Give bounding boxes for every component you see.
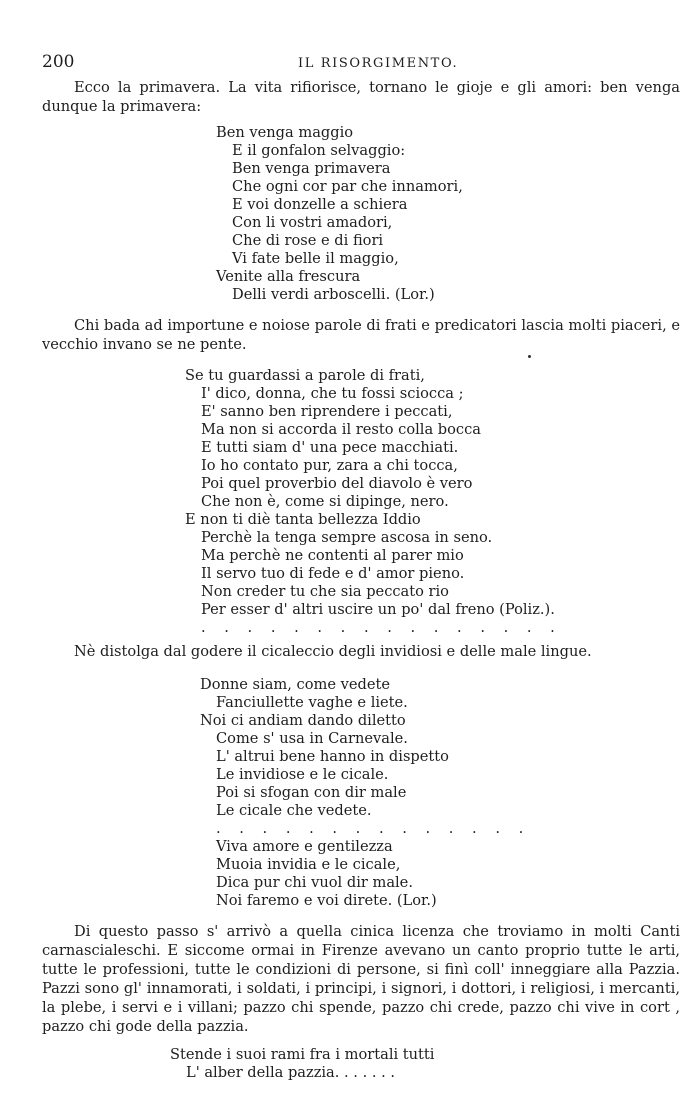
verse-line: E voi donzelle a schiera xyxy=(232,196,408,213)
verse-line: Poi si sfogan con dir male xyxy=(216,784,407,801)
poem-ben-venga-maggio xyxy=(216,124,463,304)
paragraph-frati: Chi bada ad importune e noiose parole di frati e predicatori lascia molti piaceri, e vecchio invano se ne pente. xyxy=(42,317,680,353)
verse-line: Delli verdi arboscelli. (Lor.) xyxy=(232,286,435,303)
verse-line: Con li vostri amadori, xyxy=(232,214,393,231)
verse-line: Se tu guardassi a parole di frati, xyxy=(185,367,425,384)
verse-line: Venite alla frescura xyxy=(216,268,361,285)
verse-line: Le cicale che vedete. xyxy=(216,802,372,819)
verse-line: Che non è, come si dipinge, nero. xyxy=(201,493,449,510)
verse-line: Noi faremo e voi direte. (Lor.) xyxy=(216,892,437,909)
verse-line: Ma non si accorda il resto colla bocca xyxy=(201,421,481,438)
paragraph-pazzia: Di questo passo s' arrivò a quella cinica licenza che troviamo in molti Canti carnascialeschi. E siccome ormai in Firenze avevano un canto proprio tutte le arti, tutte le professioni, tutte le condizioni di persone, si finì coll' inneggiare alla Pazzia. Pazzi sono gl' innamorati, i soldati, i principi, i signori, i dottori, i religiosi, i mercanti, la plebe, i servi e i villani; pazzo chi spende, pazzo chi crede, pazzo chi vive in cort , pazzo chi gode della pazzia. xyxy=(42,923,680,1035)
verse-line: Poi quel proverbio del diavolo è vero xyxy=(201,475,473,492)
verse-line: Che ogni cor par che innamori, xyxy=(232,178,463,195)
verse-line: Che di rose e di fiori xyxy=(232,232,384,249)
paragraph-intro: Ecco la primavera. La vita rifiorisce, tornano le gioje e gli amori: ben venga dunque la primavera: xyxy=(42,79,680,115)
verse-line: E il gonfalon selvaggio: xyxy=(232,142,406,159)
verse-line: Come s' usa in Carnevale. xyxy=(216,730,408,747)
ink-speck xyxy=(528,355,531,358)
running-head: IL RISORGIMENTO. xyxy=(298,56,459,71)
verse-line: Stende i suoi rami fra i mortali tutti xyxy=(170,1046,435,1063)
verse-line: Le invidiose e le cicale. xyxy=(216,766,389,783)
verse-line: Non creder tu che sia peccato rio xyxy=(201,583,449,600)
verse-line: Fanciullette vaghe e liete. xyxy=(216,694,408,711)
verse-line: E non ti diè tanta bellezza Iddio xyxy=(185,511,421,528)
verse-line: Muoia invidia e le cicale, xyxy=(216,856,401,873)
verse-line: Dica pur chi vuol dir male. xyxy=(216,874,413,891)
verse-line: Ma perchè ne contenti al parer mio xyxy=(201,547,464,564)
verse-line: I' dico, donna, che tu fossi sciocca ; xyxy=(201,385,464,402)
verse-line: Noi ci andiam dando diletto xyxy=(200,712,406,729)
verse-line: L' alber della pazzia. . . . . . . xyxy=(186,1064,396,1081)
verse-line: Per esser d' altri uscire un po' dal freno (Poliz.). xyxy=(201,601,555,618)
verse-line: Ben venga primavera xyxy=(232,160,391,177)
ellipsis-row: . . . . . . . . . . . . . . . . xyxy=(201,619,562,636)
verse-line: Donne siam, come vedete xyxy=(200,676,390,693)
verse-line: Il servo tuo di fede e d' amor pieno. xyxy=(201,565,465,582)
verse-line: E tutti siam d' una pece macchiati. xyxy=(201,439,459,456)
verse-line: Perchè la tenga sempre ascosa in seno. xyxy=(201,529,493,546)
poem-parole-di-frati xyxy=(185,367,562,637)
ellipsis-row: . . . . . . . . . . . . . . xyxy=(216,820,531,837)
poem-albero-della-pazzia xyxy=(170,1046,434,1082)
verse-line: L' altrui bene hanno in dispetto xyxy=(216,748,449,765)
paragraph-cicaleccio: Nè distolga dal godere il cicaleccio degli invidiosi e delle male lingue. xyxy=(74,643,592,660)
verse-line: Viva amore e gentilezza xyxy=(216,838,393,855)
verse-line: Ben venga maggio xyxy=(216,124,354,141)
page-number: 200 xyxy=(42,52,75,72)
verse-line: Io ho contato pur, zara a chi tocca, xyxy=(201,457,458,474)
verse-line: E' sanno ben riprendere i peccati, xyxy=(201,403,453,420)
poem-donne-siam xyxy=(200,676,530,910)
verse-line: Vi fate belle il maggio, xyxy=(232,250,399,267)
